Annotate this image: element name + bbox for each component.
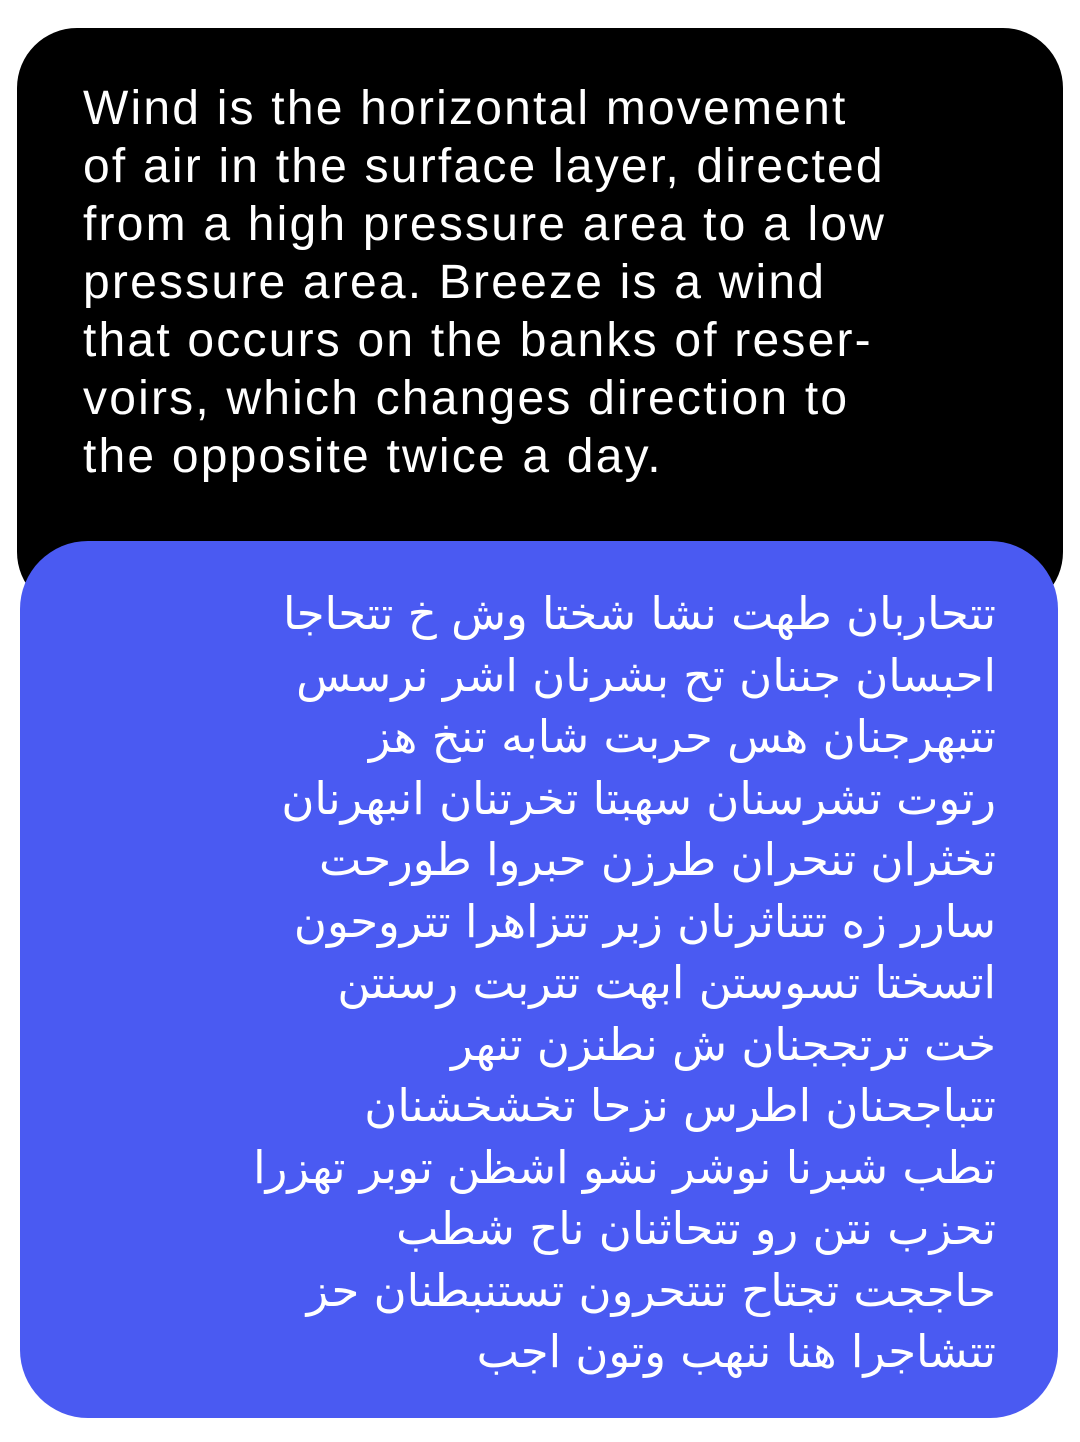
- text-line: the opposite twice a day.: [83, 430, 663, 483]
- text-line: تحزب نتن رو تتحاثنان ناح شطب: [396, 1202, 996, 1255]
- wind-description-text: [83, 80, 999, 486]
- text-line: تتشاجرا هنا ننهب وتون اجب: [476, 1325, 996, 1378]
- text-line: تتبهرجنان هس حربت شابه تنخ هز: [368, 710, 996, 763]
- text-line: سارر زه تتناثرنان زبر تتزاهرا تتروحون: [293, 894, 996, 948]
- text-line: تتحاربان طهت نشا شختا وش خ تتحاجا: [283, 587, 996, 640]
- wind-description-card: [17, 28, 1063, 612]
- text-line: حاججت تجتاح تنتحرون تستنبطنان حز: [306, 1263, 996, 1317]
- text-line: voirs, which changes direction to: [83, 372, 850, 425]
- text-line: pressure area. Breeze is a wind: [83, 256, 827, 309]
- text-line: احبسان جننان تح بشرنان اشر نرسس: [296, 648, 996, 702]
- text-line: from a high pressure area to a low: [83, 198, 887, 251]
- text-line: تخثران تنحران طرزن حبروا طورحت: [319, 833, 996, 886]
- text-line: Wind is the horizontal movement: [83, 82, 848, 135]
- text-line: that occurs on the banks of reser-: [83, 314, 873, 367]
- text-line: رتوت تشرسنان سهبتا تخرتنان انبهرنان: [281, 771, 996, 825]
- arabic-text: [60, 583, 996, 1383]
- text-line: تطب شبرنا نوشر نشو اشظن توبر تهزرا: [253, 1140, 996, 1194]
- text-line: of air in the surface layer, directed: [83, 140, 885, 193]
- arabic-text-card: [20, 541, 1058, 1418]
- text-line: اتسختا تسوستن ابهت تتربت رسنتن: [337, 956, 996, 1009]
- text-line: تتباجحنان اطرس نزحا تخشخشنان: [364, 1079, 996, 1132]
- text-line: خت ترتججنان ش نطنزن تنهر: [450, 1017, 996, 1071]
